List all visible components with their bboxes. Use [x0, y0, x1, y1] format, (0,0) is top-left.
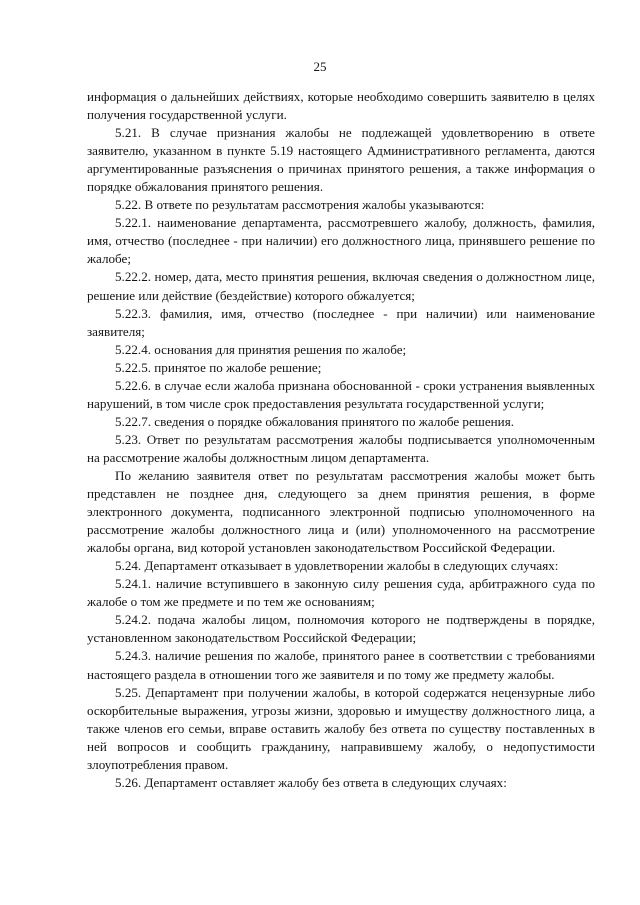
paragraph-5-22-7: 5.22.7. сведения о порядке обжалования принятого по жалобе решения.	[115, 413, 514, 429]
paragraph-5-25: 5.25. Департамент при получении жалобы, в которой содержатся нецензурные либо оскорбительные выражения, угрозы жизни, здоровью и имуществу должностного лица, а также членов его семьи, вправе оставить жалобу без ответа по существу поставленных в ней вопросов и сообщить гражданину, направившему жалобу, о недопустимости злоупотребления правом.	[87, 684, 595, 772]
paragraph-5-22-4: 5.22.4. основания для принятия решения по жалобе;	[115, 341, 407, 357]
paragraph-5-22-1: 5.22.1. наименование департамента, рассмотревшего жалобу, должность, фамилия, имя, отчество (последнее - при наличии) его должностного лица, принявшего решение по жалобе;	[87, 215, 595, 267]
paragraph-5-24: 5.24. Департамент отказывает в удовлетворении жалобы в следующих случаях:	[115, 558, 559, 574]
paragraph-5-23: 5.23. Ответ по результатам рассмотрения жалобы подписывается уполномоченным на рассмотрение жалобы должностным лицом департамента.	[87, 431, 595, 465]
paragraph-5-21: 5.21. В случае признания жалобы не подлежащей удовлетворению в ответе заявителю, указанном в пункте 5.19 настоящего Административного регламента, даются аргументированные разъяснения о причинах принятого решения, а также информация о порядке обжалования принятого решения.	[87, 125, 595, 195]
paragraph-5-24-2: 5.24.2. подача жалобы лицом, полномочия которого не подтверждены в порядке, установленном законодательством Российской Федерации;	[87, 612, 595, 646]
paragraph-continuation: информация о дальнейших действиях, которые необходимо совершить заявителю в целях получения государственной услуги.	[87, 89, 595, 123]
paragraph-5-26: 5.26. Департамент оставляет жалобу без ответа в следующих случаях:	[115, 774, 507, 790]
paragraph-5-24-3: 5.24.3. наличие решения по жалобе, принятого ранее в соответствии с требованиями настоящего раздела в отношении того же заявителя и по тому же предмету жалобы.	[87, 648, 595, 682]
page-number: 25	[313, 59, 327, 74]
body-text	[87, 88, 595, 792]
paragraph-5-22-6: 5.22.6. в случае если жалоба признана обоснованной - сроки устранения выявленных нарушений, в том числе срок предоставления результата государственной услуги;	[87, 377, 595, 411]
paragraph-5-22-2: 5.22.2. номер, дата, место принятия решения, включая сведения о должностном лице, решение или действие (бездействие) которого обжалуется;	[87, 269, 595, 303]
paragraph-5-24-1: 5.24.1. наличие вступившего в законную силу решения суда, арбитражного суда по жалобе о том же предмете и по тем же основаниям;	[87, 576, 595, 610]
paragraph-5-22-3: 5.22.3. фамилия, имя, отчество (последнее - при наличии) или наименование заявителя;	[87, 305, 595, 339]
paragraph-5-22: 5.22. В ответе по результатам рассмотрения жалобы указываются:	[115, 197, 485, 213]
paragraph-5-22-5: 5.22.5. принятое по жалобе решение;	[115, 359, 322, 375]
paragraph-5-23-electronic: По желанию заявителя ответ по результатам рассмотрения жалобы может быть представлен не позднее дня, следующего за днем принятия решения, в форме электронного документа, подписанного электронной подписью уполномоченного на рассмотрение жалобы должностного лица и (или) уполномоченного на рассмотрение жалобы органа, вид которой установлен законодательством Российской Федерации.	[87, 467, 595, 556]
